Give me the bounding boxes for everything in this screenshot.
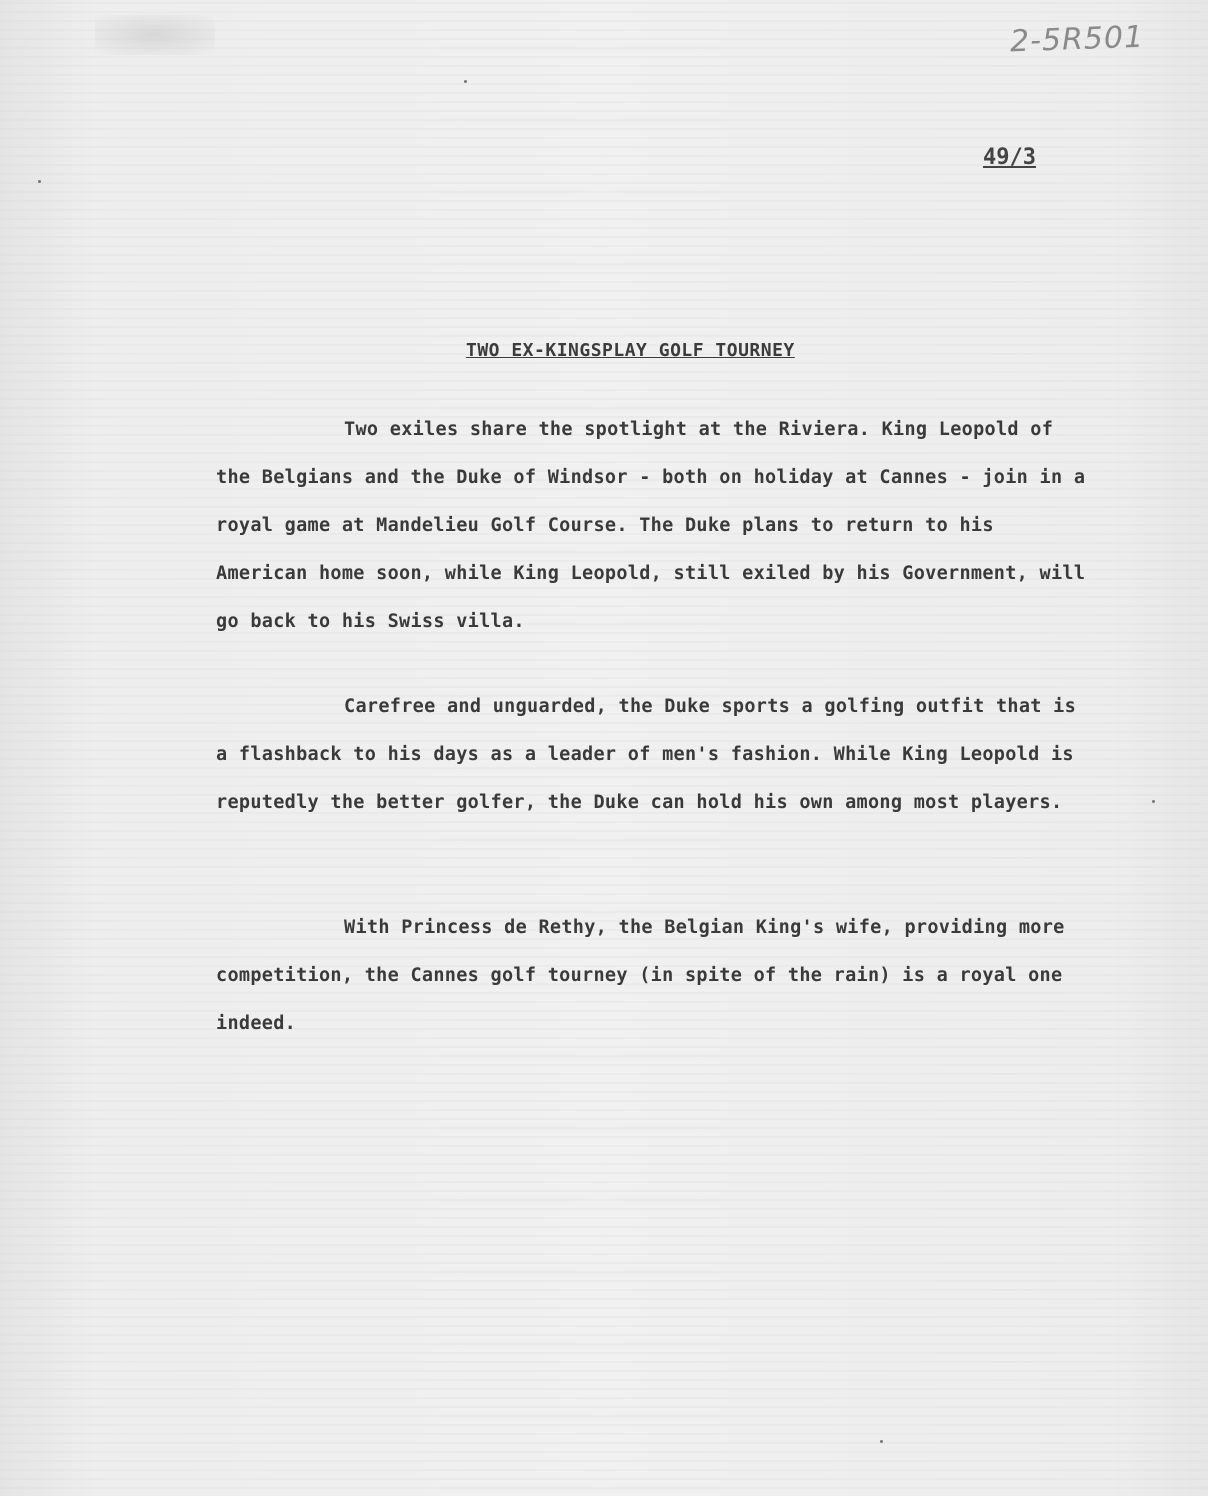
paper-speck: [464, 80, 467, 83]
paper-speck: [1152, 800, 1155, 803]
paper-speck: [880, 1440, 883, 1443]
paragraph-3: With Princess de Rethy, the Belgian King's wife, providing more competition, the Cannes golf tourney (in spite of the rain) is a royal one indeed.: [216, 917, 1065, 1034]
paragraph-2: Carefree and unguarded, the Duke sports a golfing outfit that is a flashback to his days as a leader of men's fashion. While King Leopold is reputedly the better golfer, the Duke can hold his own among most players.: [216, 696, 1077, 813]
paragraph-1: Two exiles share the spotlight at the Riviera. King Leopold of the Belgians and the Duke of Windsor - both on holiday at Cannes - join in a royal game at Mandelieu Golf Course. The Duke plans to return to his American home soon, while King Leopold, still exiled by his Government, will go back to his Swiss villa.: [216, 419, 1086, 632]
page-reference: 49/3: [983, 145, 1036, 170]
paper-smudge: [95, 15, 215, 55]
archive-number: 2-5R501: [1009, 19, 1145, 60]
paper-speck: [38, 180, 41, 183]
document-title: TWO EX-KINGSPLAY GOLF TOURNEY: [466, 340, 795, 361]
